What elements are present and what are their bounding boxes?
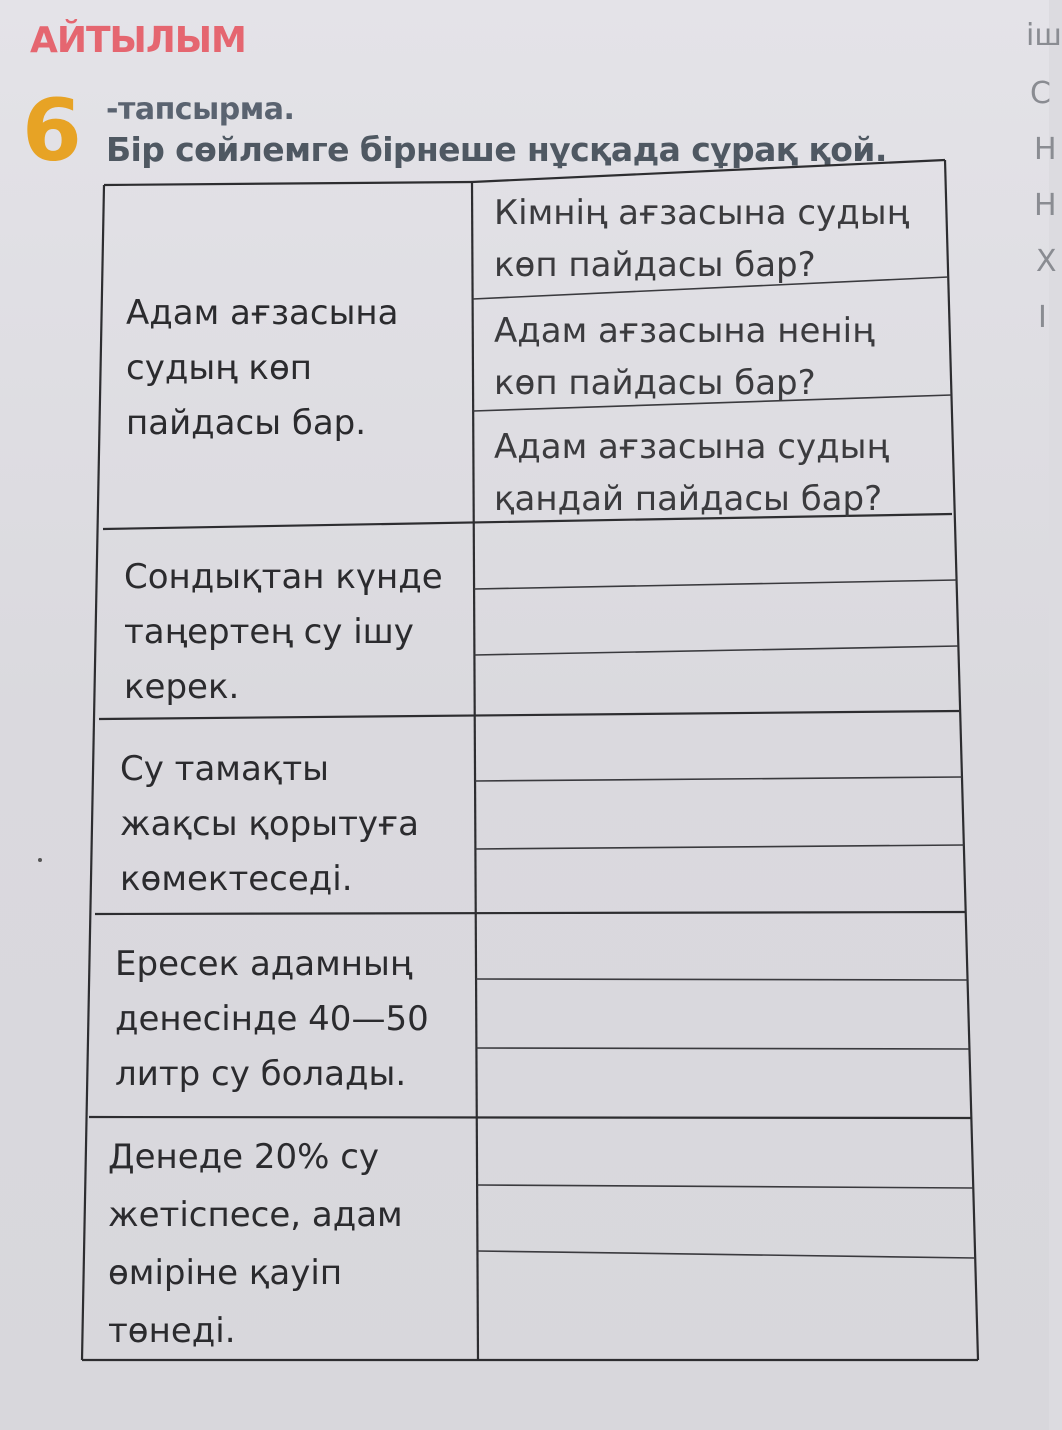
sentence-line: денесінде 40—50 [115,999,429,1039]
sentence-line: керек. [124,667,240,707]
sentence-line: литр су болады. [115,1054,407,1094]
answer-line [475,777,962,781]
sentence-line: пайдасы бар. [126,403,367,443]
edge-letter: С [1030,76,1051,111]
question-line: көп пайдасы бар? [494,363,816,403]
table-column-divider [472,182,478,1360]
question-line: қандай пайдасы бар? [494,479,883,519]
answer-line [475,845,963,849]
table-right-border [945,160,978,1360]
sentence-line: жақсы қорытуға [120,804,419,844]
table-left-border [82,185,104,1360]
sentence-line: Адам ағзасына [126,293,399,333]
answer-line [476,979,967,980]
edge-letter: Н [1034,188,1057,223]
answer-line [476,1048,969,1049]
sentence-line: Су тамақты [120,749,329,789]
sentence-line: Денеде 20% су [108,1137,380,1177]
section-title: АЙТЫЛЫМ [30,20,246,61]
answer-line [477,1185,973,1188]
sentence-line: Ересек адамның [115,944,413,984]
sentence-line: судың көп [126,348,313,388]
table-top-border [104,182,472,185]
edge-letter: Н [1034,132,1057,167]
sentence-line: өміріне қауіп [108,1253,343,1293]
edge-letter: іш [1026,18,1062,53]
question-line: Адам ағзасына ненің [494,311,875,351]
edge-letter: Х [1036,244,1057,279]
sentence-line: Сондықтан күнде [124,557,443,597]
table-row-border [95,912,965,914]
task-number: 6 [22,81,82,181]
edge-letter: І [1038,300,1047,335]
table-top-border [472,160,945,182]
table-text [108,193,910,1351]
table-row-border [89,1117,972,1118]
task-label: -тапсырма. [106,92,295,127]
question-line: Кімнің ағзасына судың [494,193,910,233]
task-instruction: Бір сөйлемге бірнеше нұсқада сұрақ қой. [106,130,887,169]
answer-line [474,580,956,589]
table-row-border [99,711,959,719]
question-line: көп пайдасы бар? [494,245,816,285]
answer-line [477,1251,975,1258]
answer-line [474,646,958,655]
sentence-line: төнеді. [108,1311,236,1351]
sentence-line: таңертең су ішу [124,612,414,652]
sentence-line: көмектеседі. [120,859,353,899]
question-line: Адам ағзасына судың [494,427,889,467]
sentence-line: жетіспесе, адам [108,1195,403,1235]
